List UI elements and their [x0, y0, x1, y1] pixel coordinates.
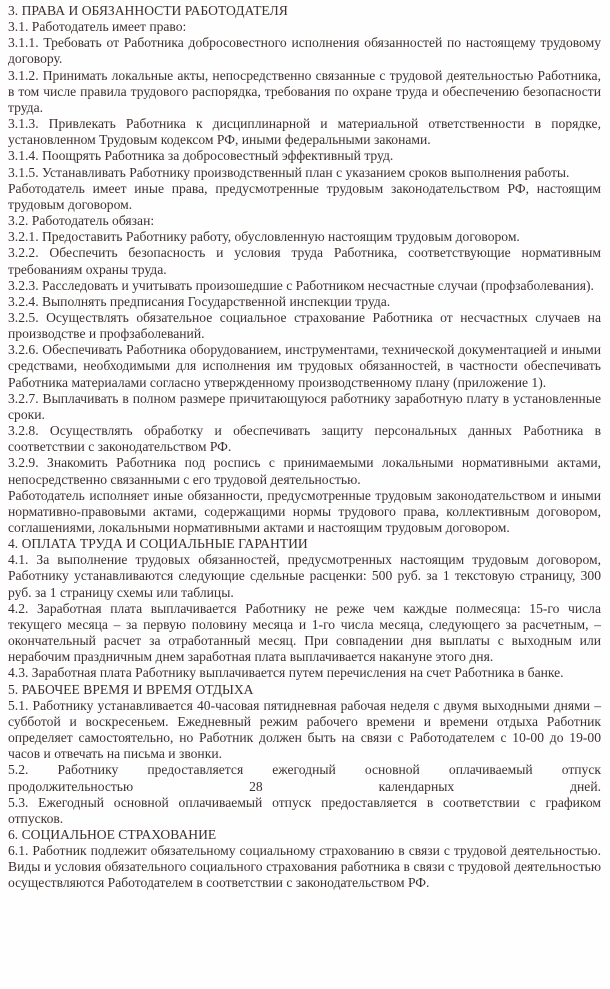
paragraph-5-2-vacation — [8, 762, 601, 794]
heading-section-3-employer-rights: 3. ПРАВА И ОБЯЗАННОСТИ РАБОТОДАТЕЛЯ — [8, 3, 288, 18]
paragraph-3-2-9: 3.2.9. Знакомить Работника под роспись с принимаемыми локальными нормативными актами, непосредственно связанными с его трудовой деятельностью. — [8, 455, 601, 487]
paragraph-3-1-1: 3.1.1. Требовать от Работника добросовестного исполнения обязанностей по настоящему трудовому договору. — [8, 35, 601, 67]
heading-section-5-working-time: 5. РАБОЧЕЕ ВРЕМЯ И ВРЕМЯ ОТДЫХА — [8, 681, 254, 697]
paragraph-3-1-3: 3.1.3. Привлекать Работника к дисциплинарной и материальной ответственности в порядке, установленном Трудовым кодексом РФ, иными федеральными законами. — [8, 116, 601, 148]
paragraph-5-1: 5.1. Работнику устанавливается 40-часовая пятидневная рабочая неделя с двумя выходными днями – субботой и воскресеньем. Ежедневный режим рабочего времени и времени отдыха Работник определяет самостоятельно, но Работник должен быть на связи с Работодателем с 10-00 до 19-00 часов и отвечать на письма и звонки. — [8, 697, 601, 762]
paragraph-employer-other-rights: Работодатель имеет иные права, предусмотренные трудовым законодательством РФ, настоящим трудовым договором. — [8, 180, 601, 212]
paragraph-5-3: 5.3. Ежегодный основной оплачиваемый отпуск предоставляется в соответствии с графиком отпусков. — [8, 794, 601, 826]
paragraph-4-1: 4.1. За выполнение трудовых обязанностей, предусмотренных настоящим трудовым договором, Работнику устанавливаются следующие сдельные расценки: 500 руб. за 1 текстовую страницу, 300 руб. за 1 страницу схемы или таблицы. — [8, 552, 601, 600]
paragraph-employer-other-obligations: Работодатель исполняет иные обязанности, предусмотренные трудовым законодательством и иными нормативно-правовыми актами, содержащими нормы трудового права, коллективным договором, соглашениями, локальными нормативными актами и настоящим трудовым договором. — [8, 487, 601, 535]
paragraph-4-3: 4.3. Заработная плата Работнику выплачивается путем перечисления на счет Работника в банке. — [8, 665, 564, 681]
heading-section-6-social-insurance: 6. СОЦИАЛЬНОЕ СТРАХОВАНИЕ — [8, 826, 217, 842]
paragraph-3-1: 3.1. Работодатель имеет право: — [8, 19, 187, 35]
paragraph-3-2-1: 3.2.1. Предоставить Работнику работу, обусловленную настоящим трудовым договором. — [8, 229, 520, 245]
paragraph-3-2: 3.2. Работодатель обязан: — [8, 213, 155, 229]
paragraph-3-1-5: 3.1.5. Устанавливать Работнику производственный план с указанием сроков выполнения работы. — [8, 164, 570, 180]
paragraph-3-1-4: 3.1.4. Поощрять Работника за добросовестный эффективный труд. — [8, 148, 394, 164]
paragraph-3-2-3: 3.2.3. Расследовать и учитывать произошедшие с Работником несчастные случаи (профзаболевания). — [8, 277, 594, 293]
paragraph-5-2-line-1: 5.2. Работнику предоставляется ежегодный основной оплачиваемый отпуск — [8, 762, 601, 778]
paragraph-6-1: 6.1. Работник подлежит обязательному социальному страхованию в связи с трудовой деятельностью. Виды и условия обязательного социального страхования работника в связи с трудовой деятельностью осуществляются Работодателем в соответствии с законодательством РФ. — [8, 843, 601, 891]
paragraph-3-1-2: 3.1.2. Принимать локальные акты, непосредственно связанные с трудовой деятельностью Работника, в том числе правила трудового распорядка, требования по охране труда и обеспечению безопасности труда. — [8, 67, 601, 115]
paragraph-5-2-line-2: продолжительностью 28 календарных дней. — [8, 778, 601, 794]
paragraph-3-2-2: 3.2.2. Обеспечить безопасность и условия труда Работника, соответствующие нормативным требованиям охраны труда. — [8, 245, 601, 277]
paragraph-3-2-6: 3.2.6. Обеспечивать Работника оборудованием, инструментами, технической документацией и иными средствами, необходимыми для исполнения им трудовых обязанностей, в частности обеспечивать Работника материалами согласно утвержденному производственному плану (приложение 1). — [8, 342, 601, 390]
paragraph-3-2-5: 3.2.5. Осуществлять обязательное социальное страхование Работника от несчастных случаев на производстве и профзаболеваний. — [8, 309, 601, 342]
paragraph-4-2: 4.2. Заработная плата выплачивается Работнику не реже чем каждые полмесяца: 15-го числа текущего месяца – за первую половину месяца и 1-го числа месяца, следующего за расчетным, – окончательный расчет за отработанный месяц. При совпадении дня выплаты с выходным или нерабочим праздничным днем заработная плата выплачивается накануне этого дня. — [8, 600, 601, 665]
paragraph-3-2-8: 3.2.8. Осуществлять обработку и обеспечивать защиту персональных данных Работника в соответствии с законодательством РФ. — [8, 423, 601, 455]
paragraph-3-2-7: 3.2.7. Выплачивать в полном размере причитающуюся работнику заработную плату в установленные сроки. — [8, 390, 601, 422]
heading-section-4-payment: 4. ОПЛАТА ТРУДА И СОЦИАЛЬНЫЕ ГАРАНТИИ — [8, 536, 308, 552]
paragraph-3-2-4: 3.2.4. Выполнять предписания Государственной инспекции труда. — [8, 293, 391, 309]
